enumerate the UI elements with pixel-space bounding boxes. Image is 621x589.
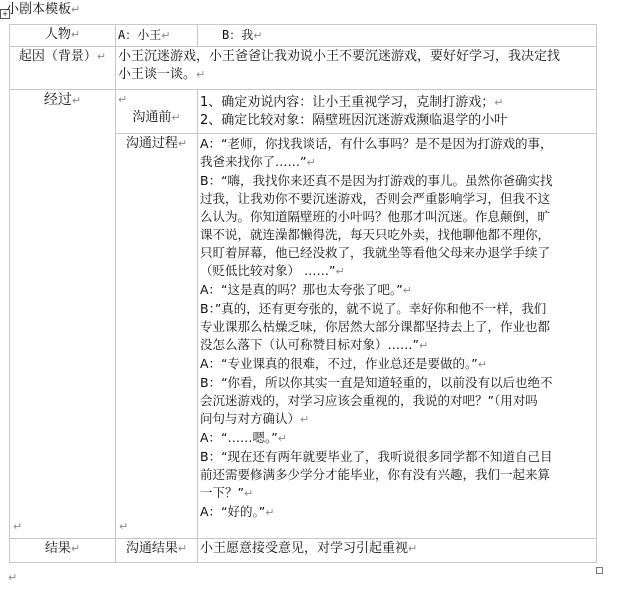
dialogue-line: A：“好的。”↵: [200, 504, 275, 519]
dialogue-line: A：“这是真的吗？那也太夸张了吧。”↵: [200, 282, 412, 297]
dialogue-line: A：“专业课真的很难，不过，作业总还是要做的。”↵: [200, 356, 487, 371]
process-label: 经过: [43, 92, 72, 108]
cell-result-label[interactable]: [10, 539, 116, 563]
dialogue-line: A：“老师，你找我谈话，有什么事吗？是不是因为打游戏的事，: [200, 136, 553, 151]
dialogue-line: B：“嗨，我找你来还真不是因为打游戏的事儿。虽然你爸确实找: [200, 173, 553, 188]
dialogue-line: B：“现在还有两年就要毕业了，我听说很多同学都不知道自己目: [200, 449, 553, 464]
dialogue-line: 课不说，就连澡都懒得洗，每天只吃外卖，找他聊他都不理你，: [200, 227, 551, 242]
cell-cause-label[interactable]: [10, 47, 116, 90]
document-title-text: 小剧本模板: [6, 2, 72, 17]
paragraph-mark-icon: ↵: [96, 50, 107, 63]
cause-label: 起因（背景）: [18, 49, 97, 64]
people-label: 人物: [44, 27, 71, 42]
paragraph-mark-icon: ↵: [161, 29, 171, 42]
result-label: 结果: [44, 541, 71, 556]
table-move-handle-icon[interactable]: +: [0, 9, 10, 19]
paragraph-mark-icon: ↵: [71, 3, 81, 16]
paragraph-mark-icon: ↵: [118, 93, 128, 106]
process-sublabel: 沟通过程: [125, 136, 178, 151]
table-row-people: [10, 25, 597, 47]
dialogue-line: 前还需要修满多少学分才能毕业，你有没有兴趣，我们一起来算: [200, 467, 551, 482]
dialogue-line: （贬低比较对象） ……”↵: [200, 263, 345, 278]
table-resize-handle-icon[interactable]: [596, 567, 603, 574]
person-b: B：我: [222, 28, 254, 42]
paragraph-mark-icon: ↵: [70, 542, 81, 555]
paragraph-mark-icon: ↵: [70, 28, 81, 41]
paragraph-mark-icon: ↵: [177, 137, 188, 150]
before-label: 沟通前: [132, 110, 172, 125]
paragraph-mark-icon: ↵: [408, 542, 418, 555]
table-row-cause: [10, 47, 597, 90]
dialogue-line: 一下？”↵: [200, 485, 254, 500]
dialogue-line: 没怎么落下（认可称赞目标对象）……”↵: [200, 337, 429, 352]
dialogue-line: 问句与对方确认）↵: [200, 411, 310, 426]
cell-process-dialogue[interactable]: [198, 134, 597, 539]
cell-before-label[interactable]: [116, 90, 198, 134]
cause-line: 小王沉迷游戏，小王爸爸让我劝说小王不要沉迷游戏，要好好学习，我决定找: [118, 49, 561, 64]
cell-cause-text[interactable]: [116, 47, 597, 90]
paragraph-mark-icon: ↵: [71, 94, 82, 107]
person-a: A：小王: [118, 28, 162, 42]
cell-person-b[interactable]: [198, 25, 597, 47]
result-text: 小王愿意接受意见，对学习引起重视: [200, 541, 409, 556]
cell-person-a[interactable]: [116, 25, 198, 47]
dialogue-line: A：“……嗯。”↵: [200, 430, 287, 445]
cell-result-sublabel[interactable]: [116, 539, 198, 563]
table-row-result: [10, 539, 597, 563]
paragraph-mark-icon: ↵: [171, 111, 181, 124]
table-row-before: [10, 90, 597, 134]
dialogue-line: B：”真的，还有更夸张的，就不说了。幸好你和他不一样，我们: [200, 301, 547, 316]
dialogue-line: 只盯着屏幕，他已经没救了，我就坐等看他父母来办退学手续了: [200, 245, 551, 260]
paragraph-mark-icon: ↵: [13, 520, 23, 533]
paragraph-mark-icon: ↵: [119, 520, 129, 533]
cause-line: 小王谈一谈。↵: [118, 67, 206, 82]
cell-process-label[interactable]: [10, 90, 116, 539]
dialogue-line: 过我，让我劝你不要沉迷游戏，否则会严重影响学习，但我不这: [200, 191, 551, 206]
dialogue-line: B：“你看，所以你其实一直是知道轻重的，以前没有以后也绝不: [200, 375, 553, 390]
document-title: [6, 2, 80, 18]
result-sublabel: 沟通结果: [125, 541, 178, 556]
dialogue-line: 会沉迷游戏的，对学习应该会重视的，我说的对吧？”（用对吗: [200, 393, 538, 408]
before-line: 2、确定比较对象：隔壁班因沉迷游戏濒临退学的小叶: [200, 113, 508, 128]
before-line: 1、确定劝说内容：让小王重视学习，克制打游戏；↵: [200, 95, 504, 110]
paragraph-mark-icon: ↵: [177, 542, 188, 555]
dialogue-line: 专业课那么枯燥乏味，你居然大部分课都坚持去上了，作业也都: [200, 319, 551, 334]
cell-before-text[interactable]: [198, 90, 597, 134]
dialogue-line: 我爸来找你了……”↵: [200, 154, 316, 169]
paragraph-mark-icon: ↵: [253, 29, 263, 42]
cell-result-text[interactable]: [198, 539, 597, 563]
cell-people-label[interactable]: [10, 25, 116, 47]
script-template-table: [9, 24, 597, 563]
cell-process-sublabel[interactable]: [116, 134, 198, 539]
dialogue-line: 么认为。你知道隔壁班的小叶吗？他那才叫沉迷。作息颠倒，旷: [200, 209, 551, 224]
paragraph-mark-icon: ↵: [8, 571, 18, 584]
